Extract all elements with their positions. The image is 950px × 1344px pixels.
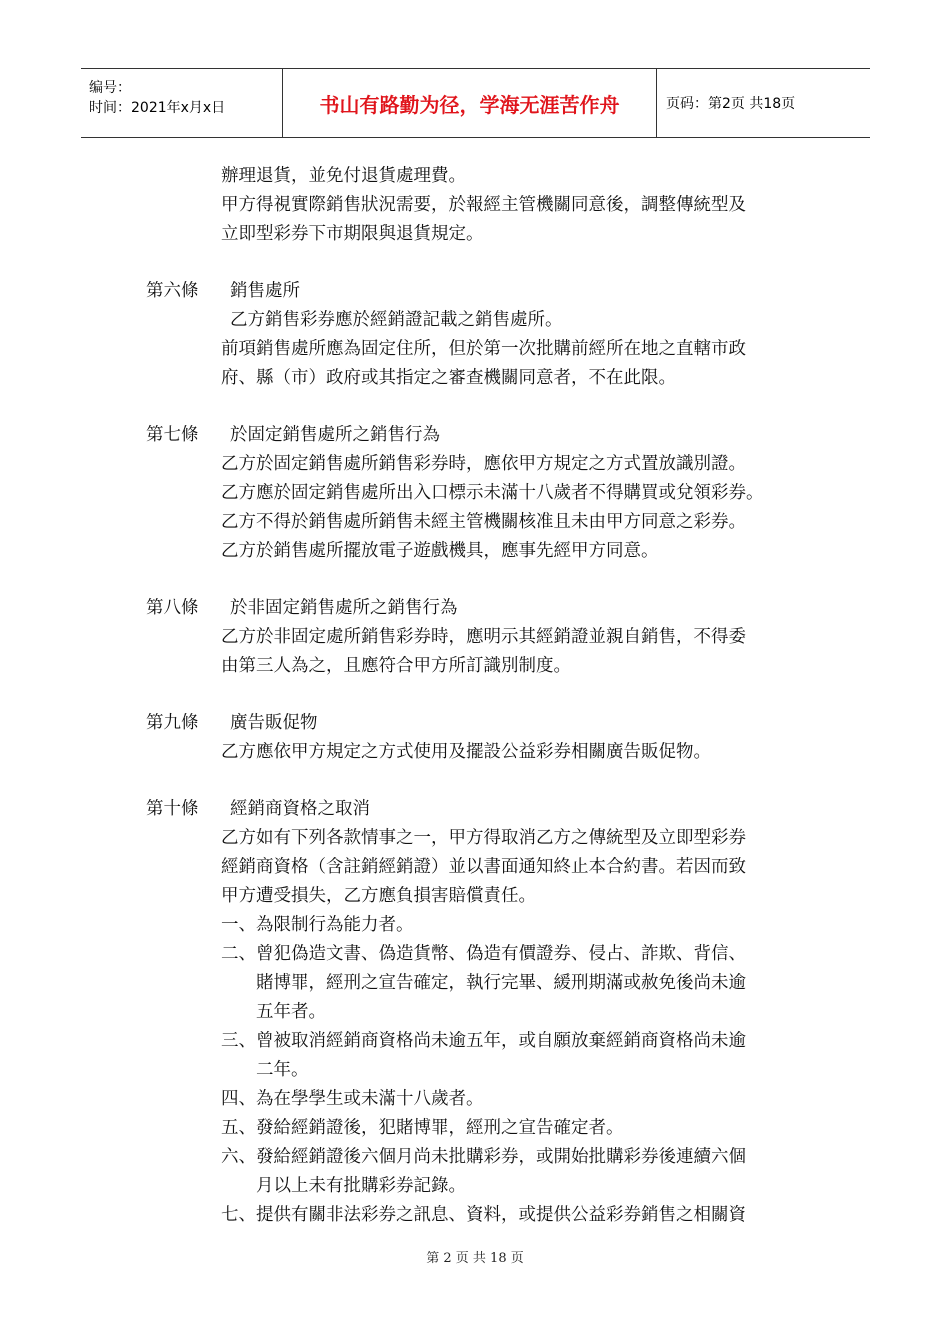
text-line: 立即型彩券下市期限與退貨規定。: [221, 224, 484, 244]
page-footer: 第 2 页 共 18 页: [426, 1251, 524, 1266]
text-line: 乙方於固定銷售處所銷售彩券時，應依甲方規定之方式置放識別證。: [221, 454, 746, 474]
text-line: 乙方銷售彩券應於經銷證記載之銷售處所。: [230, 310, 563, 330]
article-title: 廣告販促物: [230, 713, 318, 733]
text-line: 前項銷售處所應為固定住所，但於第一次批購前經所在地之直轄市政: [221, 339, 746, 359]
list-item: 六、發給經銷證後六個月尚未批購彩券，或開始批購彩券後連續六個: [221, 1147, 746, 1167]
article-title: 於固定銷售處所之銷售行為: [230, 425, 440, 445]
text-line: 由第三人為之，且應符合甲方所訂識別制度。: [221, 656, 571, 676]
article-number: 第七條: [146, 425, 199, 445]
text-line: 乙方於非固定處所銷售彩券時，應明示其經銷證並親自銷售，不得委: [221, 627, 746, 647]
list-item-continuation: 五年者。: [256, 1002, 326, 1022]
list-item-continuation: 二年。: [256, 1060, 309, 1080]
text-line: 乙方應於固定銷售處所出入口標示未滿十八歲者不得購買或兌領彩券。: [221, 483, 764, 503]
article-number: 第十條: [146, 799, 199, 819]
list-item: 二、曾犯偽造文書、偽造貨幣、偽造有價證券、侵占、詐欺、背信、: [221, 944, 746, 964]
list-item-continuation: 月以上未有批購彩券記錄。: [256, 1176, 466, 1196]
text-line: 乙方如有下列各款情事之一，甲方得取消乙方之傳統型及立即型彩券: [221, 828, 746, 848]
text-line: 甲方遭受損失，乙方應負損害賠償責任。: [221, 886, 536, 906]
list-item: 四、為在學學生或未滿十八歲者。: [221, 1089, 484, 1109]
article-number: 第八條: [146, 598, 199, 618]
time-label: 时间：2021年x月x日: [89, 100, 226, 116]
number-label: 编号：: [89, 80, 131, 96]
article-title: 於非固定銷售處所之銷售行為: [230, 598, 458, 618]
text-line: 經銷商資格（含註銷經銷證）並以書面通知終止本合約書。若因而致: [221, 857, 746, 877]
list-item: 七、提供有關非法彩券之訊息、資料，或提供公益彩券銷售之相關資: [221, 1205, 746, 1225]
list-item: 一、為限制行為能力者。: [221, 915, 414, 935]
text-line: 乙方於銷售處所擺放電子遊戲機具，應事先經甲方同意。: [221, 541, 659, 561]
list-item: 五、發給經銷證後，犯賭博罪，經刑之宣告確定者。: [221, 1118, 624, 1138]
article-number: 第六條: [146, 281, 199, 301]
article-title: 經銷商資格之取消: [230, 799, 370, 819]
text-line: 辦理退貨，並免付退貨處理費。: [221, 166, 466, 186]
text-line: 乙方不得於銷售處所銷售未經主管機關核准且未由甲方同意之彩券。: [221, 512, 746, 532]
list-item-continuation: 賭博罪，經刑之宣告確定，執行完畢、緩刑期滿或赦免後尚未逾: [256, 973, 746, 993]
text-line: 府、縣（市）政府或其指定之審查機關同意者，不在此限。: [221, 368, 676, 388]
article-title: 銷售處所: [230, 281, 300, 301]
header-motto: 书山有路勤为径，学海无涯苦作舟: [319, 92, 620, 117]
header-page-info: 页码：第2页 共18页: [666, 96, 796, 112]
text-line: 乙方應依甲方規定之方式使用及擺設公益彩券相關廣告販促物。: [221, 742, 711, 762]
article-number: 第九條: [146, 713, 199, 733]
text-line: 甲方得視實際銷售狀況需要，於報經主管機關同意後，調整傳統型及: [221, 195, 746, 215]
list-item: 三、曾被取消經銷商資格尚未逾五年，或自願放棄經銷商資格尚未逾: [221, 1031, 746, 1051]
